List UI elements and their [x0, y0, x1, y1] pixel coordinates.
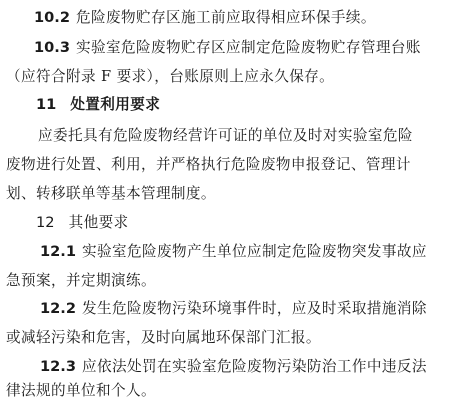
paragraph-text: 划、转移联单等基本管理制度。 — [6, 185, 216, 202]
clause-10-2-line-1 — [34, 8, 376, 28]
section-12-heading — [36, 213, 129, 233]
clause-10-3-line-2 — [6, 67, 334, 87]
section-number: 11 — [36, 96, 57, 113]
clause-10-3-line-1 — [34, 38, 421, 58]
clause-12-2-line-2 — [6, 328, 321, 348]
section-title: 处置利用要求 — [70, 96, 161, 113]
section-11-para-line-3 — [6, 184, 216, 204]
clause-12-3-line-2 — [6, 381, 156, 401]
clause-12-3-line-1 — [40, 357, 427, 377]
clause-text: 发生危险废物污染环境事件时，应及时采取措施消除 — [82, 300, 427, 317]
section-title: 其他要求 — [68, 214, 129, 231]
section-number: 12 — [36, 214, 55, 231]
clause-text: 急预案，并定期演练。 — [6, 272, 156, 289]
clause-text: 危险废物贮存区施工前应取得相应环保手续。 — [76, 9, 376, 26]
clause-number: 12.3 — [40, 358, 77, 375]
clause-12-1-line-2 — [6, 271, 156, 291]
paragraph-text: 废物进行处置、利用，并严格执行危险废物申报登记、管理计 — [6, 156, 411, 173]
clause-text: （应符合附录 F 要求），台账原则上应永久保存。 — [6, 68, 335, 85]
clause-text: 律法规的单位和个人。 — [6, 382, 156, 399]
clause-text: 应依法处罚在实验室危险废物污染防治工作中违反法 — [82, 358, 427, 375]
clause-number: 10.3 — [34, 39, 71, 56]
section-11-para-line-2 — [6, 155, 411, 175]
clause-number: 10.2 — [34, 9, 71, 26]
clause-12-1-line-1 — [40, 242, 427, 262]
clause-number: 12.1 — [40, 243, 77, 260]
paragraph-text: 应委托具有危险废物经营许可证的单位及时对实验室危险 — [38, 127, 413, 144]
section-11-heading — [36, 95, 160, 115]
clause-text: 实验室危险废物贮存区应制定危险废物贮存管理台账 — [76, 39, 421, 56]
clause-12-2-line-1 — [40, 299, 427, 319]
section-11-para-line-1 — [38, 126, 413, 146]
clause-text: 或减轻污染和危害，及时向属地环保部门汇报。 — [6, 329, 321, 346]
clause-number: 12.2 — [40, 300, 77, 317]
clause-text: 实验室危险废物产生单位应制定危险废物突发事故应 — [82, 243, 427, 260]
